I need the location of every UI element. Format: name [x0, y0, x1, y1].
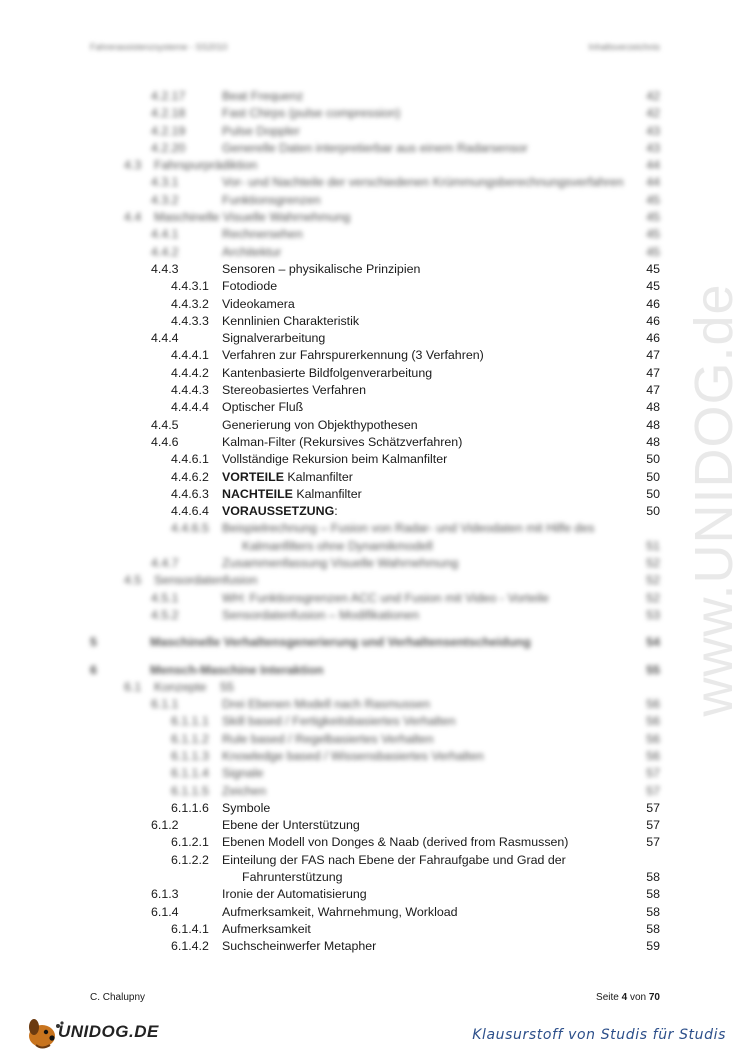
toc-entry-title-rest: :: [334, 504, 338, 519]
toc-entry: [0, 765, 750, 782]
toc-entry-title: Fast Chirps (pulse compression): [222, 106, 401, 121]
toc-entry-number: 4.4.4.4: [171, 400, 209, 415]
toc-entry-title: Signale: [222, 766, 264, 781]
toc-entry-page: 57: [646, 818, 660, 833]
header-course-title: Fahrerassistenzsysteme - SS2010: [90, 42, 228, 52]
toc-entry-page: 56: [646, 714, 660, 729]
toc-entry: [0, 800, 750, 817]
toc-entry-title: [222, 486, 362, 503]
toc-entry-title: Signalverarbeitung: [222, 331, 326, 346]
toc-entry-page: 43: [646, 123, 660, 138]
toc-entry-page: 47: [646, 348, 660, 363]
toc-entry-page: 57: [646, 835, 660, 850]
toc-entry-number: 4.2.19: [151, 123, 186, 138]
toc-entry-title: Beat Frequenz: [222, 89, 304, 103]
toc-entry-title: Fahrunterstützung: [242, 870, 343, 885]
toc-entry-number: 6.1.2.2: [171, 852, 209, 867]
toc-entry-page: 58: [646, 870, 660, 885]
toc-entry-page: 59: [646, 939, 660, 954]
toc-entry-title-rest: Kalmanfilter: [292, 486, 362, 501]
toc-entry-title: Optischer Fluß: [222, 400, 304, 415]
toc-entry-title: Drei Ebenen Modell nach Rasmussen: [222, 697, 430, 712]
toc-entry-title: Funktionsgrenzen: [222, 192, 321, 207]
toc-entry-number: 4.2.18: [151, 106, 186, 121]
toc-entry: [0, 886, 750, 903]
toc-entry-page: 53: [646, 607, 660, 622]
toc-entry-number: 6.1.4: [151, 904, 179, 919]
toc-entry-page: 46: [646, 331, 660, 346]
toc-entry-page: 56: [646, 731, 660, 746]
toc-entry-number: 4.4.4: [151, 331, 179, 346]
toc-entry: [0, 731, 750, 748]
toc-entry-title: Generierung von Objekthypothesen: [222, 417, 418, 432]
toc-entry: [0, 679, 750, 696]
toc-entry-title: Mensch-Maschine Interaktion: [150, 662, 324, 677]
page-header: [90, 42, 660, 56]
toc-entry-page: 55: [646, 662, 660, 677]
toc-entry-title: Skill based / Fertigkeitsbasiertes Verhalten: [222, 714, 456, 729]
toc-entry-page: 44: [646, 175, 660, 190]
toc-entry: [0, 748, 750, 765]
toc-entry-page: 57: [646, 800, 660, 815]
toc-entry: [0, 157, 750, 174]
toc-entry-page: 45: [646, 279, 660, 294]
toc-entry-page: 42: [646, 89, 660, 103]
toc-entry-title: WH: Funktionsgrenzen ACC und Fusion mit Video - Vorteile: [222, 590, 549, 605]
toc-entry-page: 45: [646, 244, 660, 259]
toc-entry-number: 4.5: [124, 573, 142, 588]
toc-entry-title: Knowledge based / Wissensbasiertes Verhalten: [222, 748, 484, 763]
toc-entry-page: 52: [646, 590, 660, 605]
toc-entry-title: Einteilung der FAS nach Ebene der Fahraufgabe und Grad der: [222, 852, 566, 867]
footer-slogan: Klausurstoff von Studis für Studis: [472, 1027, 726, 1043]
toc-entry: [0, 434, 750, 451]
toc-entry-number: 6.1.2.1: [171, 835, 209, 850]
toc-entry-title: Kalmanfilters ohne Dynamikmodell: [242, 538, 433, 553]
toc-entry-number: 4.4.6.5: [171, 521, 209, 536]
toc-entry-page: 46: [646, 296, 660, 311]
toc-entry-title: Sensordatenfusion – Modifikationen: [222, 607, 420, 622]
toc-entry-number: 4.4.4.2: [171, 365, 209, 380]
toc-entry-title: Videokamera: [222, 296, 295, 311]
toc-entry: [0, 696, 750, 713]
toc-entry: [0, 192, 750, 209]
toc-entry-title: Zeichen: [222, 783, 267, 798]
toc-entry: [0, 783, 750, 800]
toc-entry: [0, 520, 750, 537]
toc-entry-number: 5: [90, 635, 97, 650]
toc-entry: [0, 244, 750, 261]
footer-page-number: Seite 4 von 70: [596, 992, 660, 1003]
toc-entry-number: 4.5.1: [151, 590, 179, 605]
toc-entry-title: Sensoren – physikalische Prinzipien: [222, 261, 421, 276]
toc-entry-title: Aufmerksamkeit, Wahrnehmung, Workload: [222, 904, 458, 919]
toc-entry-page: 48: [646, 400, 660, 415]
toc-entry-page: 43: [646, 140, 660, 155]
toc-entry: [0, 88, 750, 105]
toc-entry: [0, 313, 750, 330]
footer-author: C. Chalupny: [90, 992, 146, 1003]
toc-entry-page: 56: [646, 697, 660, 712]
toc-entry-title: Ironie der Automatisierung: [222, 887, 367, 902]
toc-entry-number: 4.4.5: [151, 417, 179, 432]
toc-entry-number: 6.1.2: [151, 818, 179, 833]
toc-entry: [0, 921, 750, 938]
toc-entry-title: Aufmerksamkeit: [222, 921, 311, 936]
toc-entry: [0, 869, 750, 886]
toc-entry: [0, 209, 750, 226]
toc-entry-title: Sensordatenfusion: [154, 573, 258, 588]
toc-entry-number: 6.1.1.2: [171, 731, 209, 746]
toc-entry-number: 6.1.3: [151, 887, 179, 902]
toc-entry-number: 6.1: [124, 679, 142, 694]
toc-entry-page: 56: [646, 748, 660, 763]
toc-entry-title: Rechnersehen: [222, 227, 303, 242]
toc-entry-page: 47: [646, 383, 660, 398]
toc-entry-page: 52: [646, 556, 660, 571]
toc-entry-number: 4.4.6.2: [171, 469, 209, 484]
toc-entry: [0, 399, 750, 416]
toc-entry-number: 4.4.3.1: [171, 279, 209, 294]
toc-entry: [0, 634, 750, 651]
toc-entry-title: Fahrspurprädiktion: [154, 158, 258, 173]
toc-entry-number: 4.4.7: [151, 556, 179, 571]
toc-entry-number: 4.4.3.3: [171, 313, 209, 328]
toc-entry-title: Suchscheinwerfer Metapher: [222, 939, 377, 954]
toc-entry: [0, 817, 750, 834]
toc-entry: [0, 590, 750, 607]
toc-entry: [0, 417, 750, 434]
toc-entry: [0, 834, 750, 851]
toc-entry-title: Zusammenfassung Visuelle Wahrnehmung: [222, 556, 459, 571]
toc-entry-page: 42: [646, 106, 660, 121]
toc-entry-title: Verfahren zur Fahrspurerkennung (3 Verfahren): [222, 348, 484, 363]
toc-entry-number: 4.2.17: [151, 89, 186, 103]
toc-entry-page: 57: [646, 783, 660, 798]
toc-entry-number: 4.2.20: [151, 140, 186, 155]
toc-entry-title-rest: Kalmanfilter: [283, 469, 353, 484]
toc-entry-page: 45: [646, 261, 660, 276]
toc-entry: [0, 469, 750, 486]
toc-entry-number: 6.1.1.4: [171, 766, 209, 781]
toc-entry-number: 6.1.1.1: [171, 714, 209, 729]
toc-entry-number: 4.4.3: [151, 261, 179, 276]
toc-entry-number: 4.4.6.1: [171, 452, 209, 467]
toc-entry-page: 48: [646, 417, 660, 432]
toc-entry-title: Architektur: [222, 244, 282, 259]
toc-entry-title: Maschinelle Verhaltensgenerierung und Verhaltensentscheidung: [150, 635, 531, 650]
toc-entry: [0, 174, 750, 191]
toc-entry-title: Generelle Daten interpretierbar aus einem Radarsensor: [222, 140, 528, 155]
toc-entry-title-emphasis: NACHTEILE: [222, 486, 293, 501]
toc-entry: [0, 486, 750, 503]
toc-entry-number: 4.3: [124, 158, 142, 173]
toc-entry: [0, 938, 750, 955]
toc-entry-page: 46: [646, 313, 660, 328]
toc-entry-number: 4.3.1: [151, 175, 179, 190]
toc-entry-number: 6.1.1.6: [171, 800, 209, 815]
toc-entry: [0, 904, 750, 921]
toc-entry-title: Konzepte 55: [154, 679, 234, 694]
watermark: www.UNIDOG.de: [684, 283, 744, 717]
toc-entry: [0, 662, 750, 679]
header-section-title: Inhaltsverzeichnis: [588, 42, 660, 52]
toc-entry-title: Ebenen Modell von Donges & Naab (derived from Rasmussen): [222, 835, 569, 850]
toc-entry-title: [222, 469, 353, 486]
toc-entry-number: 6.1.4.2: [171, 939, 209, 954]
toc-entry-title-emphasis: VORAUSSETZUNG: [222, 504, 335, 519]
toc-entry-page: 51: [646, 538, 660, 553]
toc-entry-number: 4.4.1: [151, 227, 179, 242]
toc-entry-number: 4.3.2: [151, 192, 179, 207]
toc-entry-page: 44: [646, 158, 660, 173]
toc-entry-number: 4.5.2: [151, 607, 179, 622]
toc-entry-page: 45: [646, 210, 660, 225]
toc-entry-title: Ebene der Unterstützung: [222, 818, 360, 833]
toc-entry-page: 58: [646, 887, 660, 902]
toc-entry-page: 52: [646, 573, 660, 588]
toc-entry-title: [222, 503, 338, 520]
toc-entry-title: Pulse Doppler: [222, 123, 300, 138]
toc-entry-title: Beispielrechnung – Fusion von Radar- und Videodaten mit Hilfe des: [222, 521, 595, 536]
toc-entry-page: 50: [646, 452, 660, 467]
toc-entry-title: Fotodiode: [222, 279, 278, 294]
toc-entry: [0, 330, 750, 347]
toc-entry: [0, 140, 750, 157]
toc-entry-title-emphasis: VORTEILE: [222, 469, 284, 484]
toc-entry: [0, 382, 750, 399]
toc-entry-number: 6.1.1: [151, 697, 179, 712]
toc-entry-title: Kantenbasierte Bildfolgenverarbeitung: [222, 365, 433, 380]
toc-entry-number: 4.4: [124, 210, 142, 225]
toc-entry-page: 57: [646, 766, 660, 781]
toc-entry-title: Symbole: [222, 800, 271, 815]
toc-entry: [0, 123, 750, 140]
toc-entry: [0, 278, 750, 295]
toc-entry-number: 6.1.1.5: [171, 783, 209, 798]
toc-entry-title: Vor- und Nachteile der verschiedenen Krümmungsberechnungsverfahren: [222, 175, 624, 190]
toc-entry-number: 4.4.4.1: [171, 348, 209, 363]
toc-entry: [0, 503, 750, 520]
toc-entry-number: 4.4.2: [151, 244, 179, 259]
toc-entry: [0, 347, 750, 364]
toc-entry: [0, 852, 750, 869]
toc-entry-number: 4.4.6.4: [171, 504, 209, 519]
toc-entry: [0, 105, 750, 122]
toc-entry-number: 4.4.6.3: [171, 486, 209, 501]
toc-entry: [0, 713, 750, 730]
toc-entry-page: 50: [646, 469, 660, 484]
toc-entry: [0, 261, 750, 278]
toc-entry-title: Maschinelle Visuelle Wahrnehmung: [154, 210, 351, 225]
toc-entry: [0, 226, 750, 243]
toc-entry-number: 6: [90, 662, 97, 677]
toc-entry-page: 48: [646, 434, 660, 449]
toc-entry: [0, 607, 750, 624]
toc-entry-page: 50: [646, 504, 660, 519]
toc-entry-number: 4.4.3.2: [171, 296, 209, 311]
toc-entry: [0, 451, 750, 468]
toc-entry-title: Kalman-Filter (Rekursives Schätzverfahren): [222, 434, 463, 449]
toc-entry-page: 54: [646, 635, 660, 650]
toc-entry: [0, 538, 750, 555]
toc-entry-number: 6.1.4.1: [171, 921, 209, 936]
toc-entry: [0, 555, 750, 572]
toc-entry-page: 58: [646, 904, 660, 919]
toc-entry-page: 47: [646, 365, 660, 380]
toc-entry-number: 4.4.6: [151, 434, 179, 449]
toc-entry-title: Rule based / Regelbasiertes Verhalten: [222, 731, 434, 746]
toc-entry-page: 45: [646, 227, 660, 242]
toc-entry-title: Kennlinien Charakteristik: [222, 313, 360, 328]
toc-entry-page: 45: [646, 192, 660, 207]
toc-entry-page: 58: [646, 921, 660, 936]
toc-entry: [0, 572, 750, 589]
logo-text: UNIDOG.DE: [58, 1022, 159, 1041]
toc-entry-title: Stereobasiertes Verfahren: [222, 383, 366, 398]
table-of-contents: [0, 88, 750, 956]
toc-entry-number: 4.4.4.3: [171, 383, 209, 398]
toc-entry: [0, 296, 750, 313]
toc-entry-number: 6.1.1.3: [171, 748, 209, 763]
toc-entry-title: Vollständige Rekursion beim Kalmanfilter: [222, 452, 448, 467]
toc-entry-page: 50: [646, 486, 660, 501]
toc-entry: [0, 365, 750, 382]
